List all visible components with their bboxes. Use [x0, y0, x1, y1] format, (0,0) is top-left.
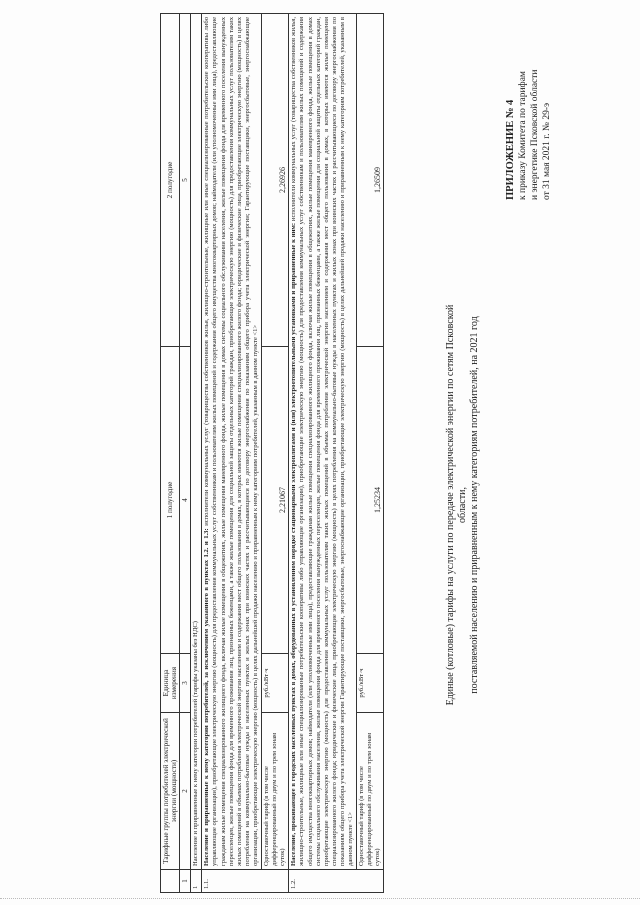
tariff-table [160, 13, 384, 893]
category-body: Гарантирующие поставщики, энергосбытовые, энергоснабжающие организации, приобретающие электрическую энергию (мощность) в целях дальнейшей продажи населению и приравненным к нему категориям потребителей, указанным в данном пункте <1> [338, 16, 354, 866]
table-row [289, 14, 357, 893]
header-cell-h2: 2 полугодие [161, 14, 180, 347]
appendix-block [505, 10, 553, 200]
table-header-row [161, 14, 180, 893]
colnum-cell: 5 [180, 14, 191, 347]
row-number: 1.2. [289, 870, 384, 893]
rate-type: Одноставочный тариф (в том числе дифференцированный по двум и по трем зонам суток) [262, 713, 289, 870]
rate-value-h1: 2,21067 [262, 347, 289, 654]
rate-unit: руб./кВт·ч [357, 654, 384, 713]
header-cell-num [161, 870, 180, 893]
colnum-cell: 3 [180, 654, 191, 713]
document-title [445, 295, 481, 715]
category-description [202, 14, 262, 870]
row-number: 1.1. [202, 870, 289, 893]
title-line: Единые (котловые) тарифы на услуги по передаче электрической энергии по сетям Псковской области, [445, 304, 468, 706]
category-heading: Население, проживающее в городских населенных пунктах в домах, оборудованных в установленном порядке стационарными электроплитами и (или) электроотопительными установками и приравненные к ним: [290, 222, 298, 866]
title-line: поставляемой населению и приравненным к нему категориям потребителей, на 2021 год [469, 316, 480, 694]
category-description [289, 14, 357, 870]
table-row [262, 14, 289, 893]
rate-unit: руб./кВт·ч [262, 654, 289, 713]
row-number: 1 [191, 870, 202, 893]
table-row [191, 14, 202, 893]
appendix-line: к приказу Комитета по тарифам [518, 71, 528, 200]
rate-type: Одноставочный тариф (в том числе дифференцированный по двум и по трем зонам суток) [357, 713, 384, 870]
category-body: исполнители коммунальных услуг (товарищества собственников жилья, жилищно-строительные, жилищные или иные специализированные потребительские кооперативы либо управляющие организации), приобретающие электрическую энергию (мощность) для предоставления коммунальных услуг собственникам и пользователям жилых помещений и содержания общего имущества многоквартирных домов; наймодатели (или уполномоченные ими лица), предоставляющие гражданам жилые помещения специализированного жилищного фонда, включая жилые помещения в общежитиях, жилые помещения маневренного фонда, жилые помещения в домах системы социального обслуживания населения, жилые помещения фонда для временного поселения вынужденных переселенцев, жилые помещения фонда для временного проживания лиц, признанных беженцами, а также жилые помещения для социальной защиты отдельных категорий граждан, приобретающие электрическую энергию (мощность) для предоставления коммунальных услуг пользователям таких жилых помещений в объемах потребления электрической энергии населением и содержания мест общего пользования в домах, в которых имеются жилые помещения специализированного жилого фонда; [203, 16, 243, 866]
header-cell-h1: 1 полугодие [161, 347, 180, 654]
header-cell-unit: Единица измерения [161, 654, 180, 713]
appendix-number: ПРИЛОЖЕНИЕ № 4 [505, 99, 516, 200]
rate-value-h2: 2,26926 [262, 14, 289, 347]
table-row [357, 14, 384, 893]
column-number-row [180, 14, 191, 893]
scan-margin [0, 898, 640, 905]
category-body: исполнители коммунальных услуг (товарищества собственников жилья, жилищно-строительные, жилищные или иные специализированные потребительские кооперативы либо управляющие организации), приобретающие электрическую энергию (мощность) для предоставления коммунальных услуг собственникам и пользователям жилых помещений и содержания общего имущества многоквартирных домов; наймодатели (или уполномоченные ими лица), предоставляющие гражданам жилые помещения специализированного жилищного фонда, включая жилые помещения в общежитиях, жилые помещения маневренного фонда, жилые помещения в домах системы социального обслуживания населения, жилые помещения фонда для временного поселения вынужденных переселенцев, жилые помещения фонда для временного проживания лиц, признанных беженцами, а также жилые помещения для социальной защиты отдельных категорий граждан, приобретающие электрическую энергию (мощность) для предоставления коммунальных услуг пользователям таких жилых помещений в объемах потребления электрической энергии населением и содержания мест общего пользования в домах, в которых имеются жилые помещения специализированного жилого фонда; [290, 17, 338, 866]
appendix-line: и энергетике Псковской области [530, 69, 540, 200]
appendix-line: от 31 мая 2021 г. № 29-э [542, 102, 552, 200]
category-body: Гарантирующие поставщики, энергосбытовые, энергоснабжающие организации, приобретающие электрическую энергию (мощность) в целях дальнейшей продажи населению и приравненным к нему категориям потребителей, указанным в данном пункте <1> [243, 17, 259, 866]
category-body: юридические и физические лица, приобретающие электрическую энергию (мощность) в целях потребления на коммунально-бытовые нужды в населенных пунктах и жилых зонах при воинских частях и рассчитывающиеся по договору энергоснабжения по показаниям общего прибора учета электрической энергии; [235, 16, 251, 866]
section-heading: Население и приравненные к нему категории потребителей (тарифы указаны без НДС) [191, 14, 202, 870]
colnum-cell: 2 [180, 713, 191, 870]
category-body: юридические и физические лица, приобретающие электрическую энергию (мощность) в целях потребления на коммунально-бытовые нужды в населенных пунктах и жилых зонах при воинских частях и рассчитывающиеся по договору энергоснабжения по показаниям общего прибора учета электрической энергии [330, 16, 346, 866]
colnum-cell: 1 [180, 870, 191, 893]
rate-value-h1: 1,25234 [357, 347, 384, 654]
colnum-cell: 4 [180, 347, 191, 654]
category-heading: Население и приравненные к нему категории потребителей, за исключением указанного в пунктах 1.2. и 1.3: [203, 528, 211, 866]
rate-value-h2: 1,26509 [357, 14, 384, 347]
table-row [202, 14, 262, 893]
header-cell-group: Тарифные группы потребителей электрической энергии (мощности) [161, 713, 180, 870]
